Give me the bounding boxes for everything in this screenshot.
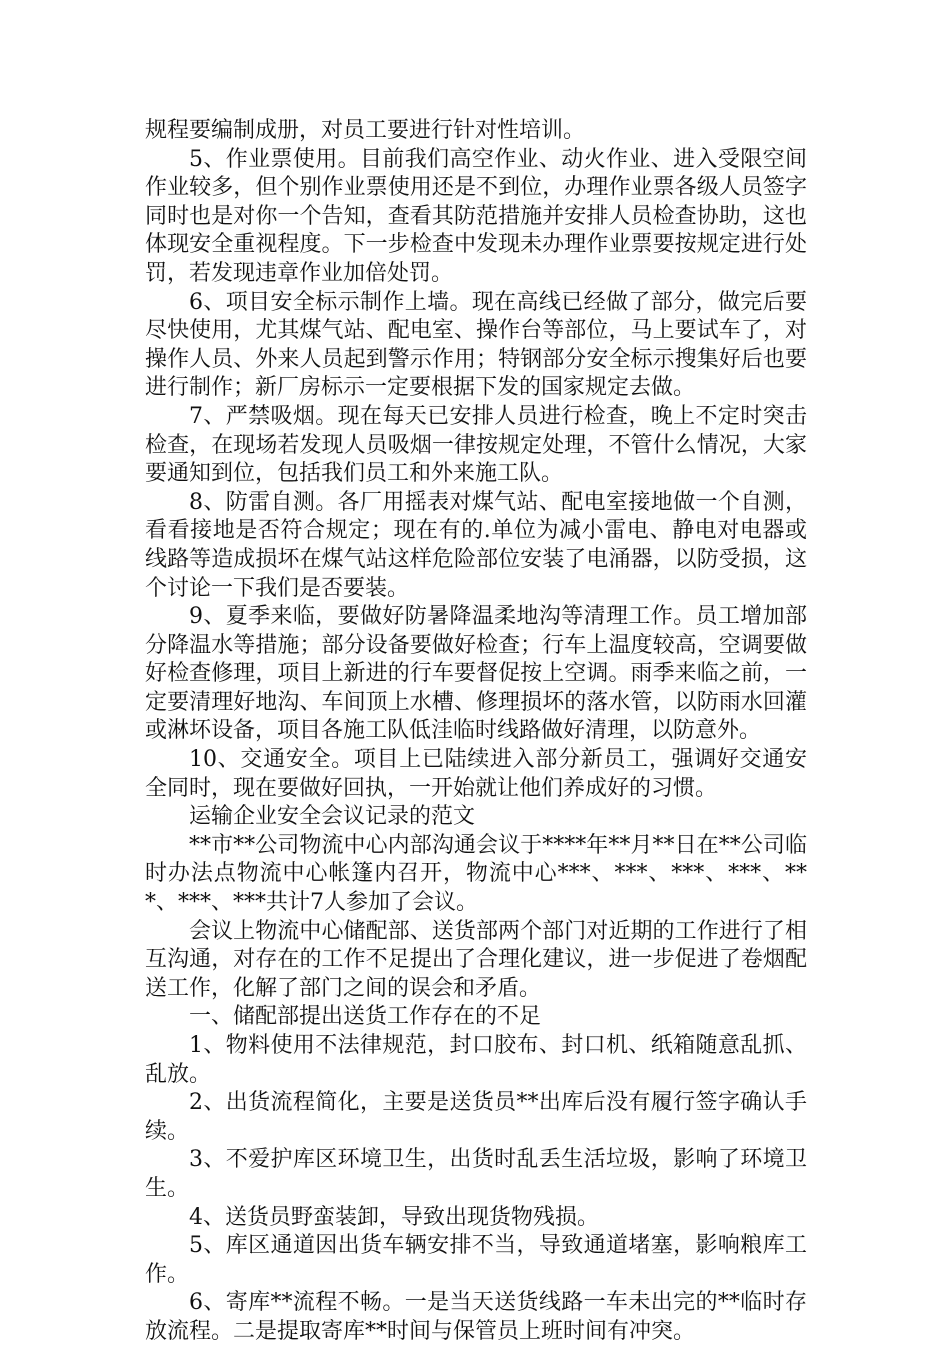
paragraph-meeting-intro: **市**公司物流中心内部沟通会议于****年**月**日在**公司临时办法点物流中心帐篷内召开，物流中心***、***、***、***、***、***、***共计7人参加了会议。	[145, 832, 807, 916]
list-item: 4、送货员野蛮装卸，导致出现货物残损。	[189, 1204, 599, 1230]
paragraph-item-8-lightning-test: 8、防雷自测。各厂用摇表对煤气站、配电室接地做一个自测，看看接地是否符合规定；现在有的.单位为减小雷电、静电对电器或线路等造成损坏在煤气站这样危险部位安装了电涌器，以防受损，这个讨论一下我们是否要装。	[145, 489, 807, 601]
subheading-storage-dept: 一、储配部提出送货工作存在的不足	[189, 1004, 542, 1030]
document-body	[145, 117, 807, 1347]
paragraph-meeting-summary: 会议上物流中心储配部、送货部两个部门对近期的工作进行了相互沟通，对存在的工作不足提出了合理化建议，进一步促进了卷烟配送工作，化解了部门之间的误会和矛盾。	[145, 918, 807, 1001]
paragraph-item-6-safety-signs: 6、项目安全标示制作上墙。现在高线已经做了部分，做完后要尽快使用，尤其煤气站、配电室、操作台等部位，马上要试车了，对操作人员、外来人员起到警示作用；特钢部分安全标示搜集好后也要进行制作；新厂房标示一定要根据下发的国家规定去做。	[145, 289, 807, 401]
list-item: 5、库区通道因出货车辆安排不当，导致通道堵塞，影响粮库工作。	[145, 1233, 807, 1287]
paragraph-training-note: 规程要编制成册，对员工要进行针对性培训。	[145, 118, 586, 143]
paragraph-item-10-traffic: 10、交通安全。项目上已陆续进入部分新员工，强调好交通安全同时，现在要做好回执，一开始就让他们养成好的习惯。	[145, 747, 807, 801]
list-item: 2、出货流程简化，主要是送货员**出库后没有履行签字确认手续。	[145, 1090, 807, 1144]
paragraph-item-5-work-permit: 5、作业票使用。目前我们高空作业、动火作业、进入受限空间作业较多，但个别作业票使用还是不到位，办理作业票各级人员签字同时也是对你一个告知，查看其防范措施并安排人员检查协助，这也体现安全重视程度。下一步检查中发现未办理作业票要按规定进行处罚，若发现违章作业加倍处罚。	[145, 146, 807, 286]
list-item: 1、物料使用不法律规范，封口胶布、封口机、纸箱随意乱抓、乱放。	[145, 1033, 807, 1087]
section-heading: 运输企业安全会议记录的范文	[189, 804, 476, 830]
list-item: 3、不爱护库区环境卫生，出货时乱丢生活垃圾，影响了环境卫生。	[145, 1147, 807, 1201]
list-item: 6、寄库**流程不畅。一是当天送货线路一车未出完的**临时存放流程。二是提取寄库**时间与保管员上班时间有冲突。	[145, 1290, 807, 1344]
paragraph-item-7-no-smoking: 7、严禁吸烟。现在每天已安排人员进行检查，晚上不定时突击检查，在现场若发现人员吸烟一律按规定处理，不管什么情况，大家要通知到位，包括我们员工和外来施工队。	[145, 403, 807, 487]
paragraph-item-9-summer: 9、夏季来临，要做好防暑降温柔地沟等清理工作。员工增加部分降温水等措施；部分设备要做好检查；行车上温度较高，空调要做好检查修理，项目上新进的行车要督促按上空调。雨季来临之前，一定要清理好地沟、车间顶上水槽、修理损坏的落水管，以防雨水回灌或淋坏设备，项目各施工队低洼临时线路做好清理，以防意外。	[145, 604, 807, 744]
